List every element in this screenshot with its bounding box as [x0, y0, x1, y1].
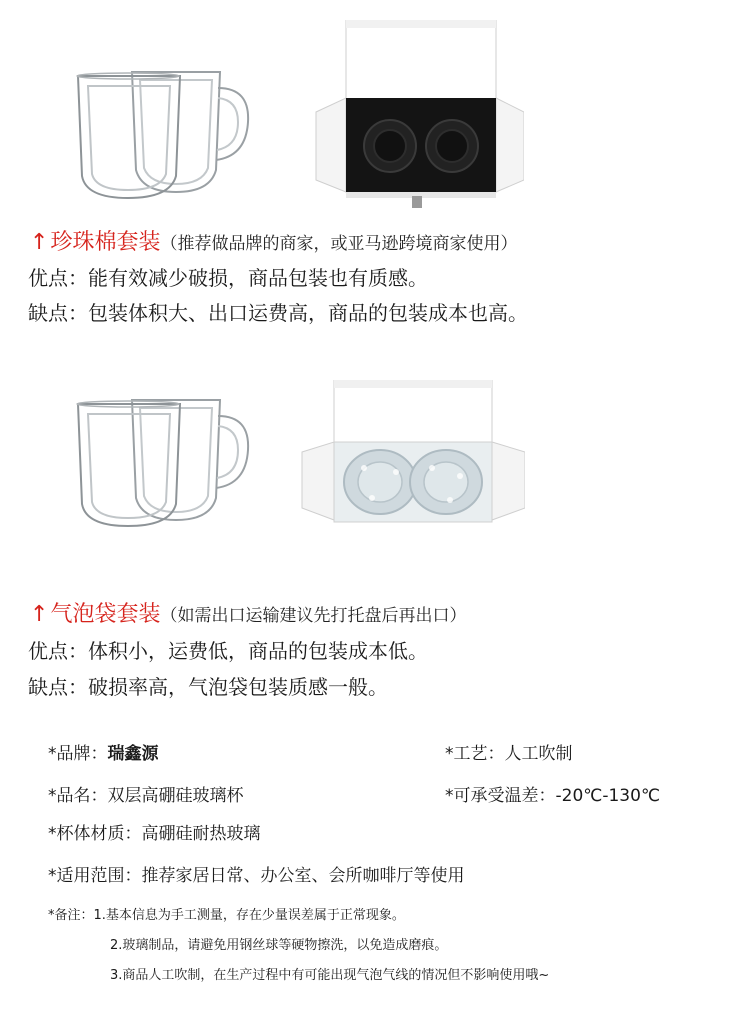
bubble-package-heading [30, 600, 466, 631]
foam-package-pros: 优点：能有效减少破损，商品包装也有质感。 [28, 266, 428, 290]
spec-craft-value: 人工吹制 [504, 744, 573, 764]
spec-temp-label: *可承受温差： [445, 786, 556, 806]
bubble-package-title: 气泡袋套装 [50, 602, 161, 627]
spec-usage-value: 推荐家居日常、办公室、会所咖啡厅等使用 [141, 866, 465, 886]
spec-brand-label: *品牌： [48, 744, 108, 764]
spec-material-value: 高硼硅耐热玻璃 [141, 824, 261, 844]
glass-mugs-image-1 [70, 60, 270, 200]
note-item-1: 1.基本信息为手工测量，存在少量误差属于正常现象。 [93, 908, 405, 923]
note-item-3: 3.商品人工吹制，在生产过程中有可能出现气泡气线的情况但不影响使用哦~ [110, 968, 550, 983]
glass-mug-pair-icon [70, 60, 270, 200]
spec-craft-label: *工艺： [445, 744, 505, 764]
spec-product-name [48, 784, 244, 808]
notes-label: *备注： [48, 908, 94, 923]
foam-package-cons: 缺点：包装体积大、出口运费高，商品的包装成本也高。 [28, 301, 528, 325]
bubble-bag-box-icon [300, 380, 525, 530]
spec-material [48, 822, 261, 846]
spec-brand-value: 瑞鑫源 [107, 744, 159, 764]
pearl-foam-box-image [314, 20, 524, 210]
foam-package-title: 珍珠棉套装 [50, 230, 161, 255]
bubble-package-note: （如需出口运输建议先打托盘后再出口） [160, 606, 467, 626]
spec-craft [445, 742, 573, 766]
spec-temperature [445, 784, 660, 808]
foam-package-heading [30, 228, 517, 259]
bubble-bag-box-image [300, 380, 525, 530]
up-arrow-icon: ↑ [30, 230, 49, 255]
spec-usage [48, 864, 465, 888]
foam-gift-box-icon [314, 20, 524, 210]
glass-mug-pair-icon [70, 390, 270, 530]
bubble-package-cons: 缺点：破损率高，气泡袋包装质感一般。 [28, 675, 388, 699]
foam-package-note: （推荐做品牌的商家，或亚马逊跨境商家使用） [160, 234, 518, 254]
glass-mugs-image-2 [70, 390, 270, 530]
notes-row-1 [48, 906, 405, 926]
spec-material-label: *杯体材质： [48, 824, 142, 844]
spec-usage-label: *适用范围： [48, 866, 142, 886]
up-arrow-icon: ↑ [30, 602, 49, 627]
spec-temp-value: -20℃-130℃ [555, 786, 661, 806]
note-item-2: 2.玻璃制品，请避免用钢丝球等硬物擦洗，以免造成磨痕。 [110, 938, 448, 953]
bubble-package-pros: 优点：体积小，运费低，商品的包装成本低。 [28, 639, 428, 663]
spec-brand [48, 742, 159, 766]
spec-name-label: *品名： [48, 786, 108, 806]
spec-name-value: 双层高硼硅玻璃杯 [107, 786, 244, 806]
